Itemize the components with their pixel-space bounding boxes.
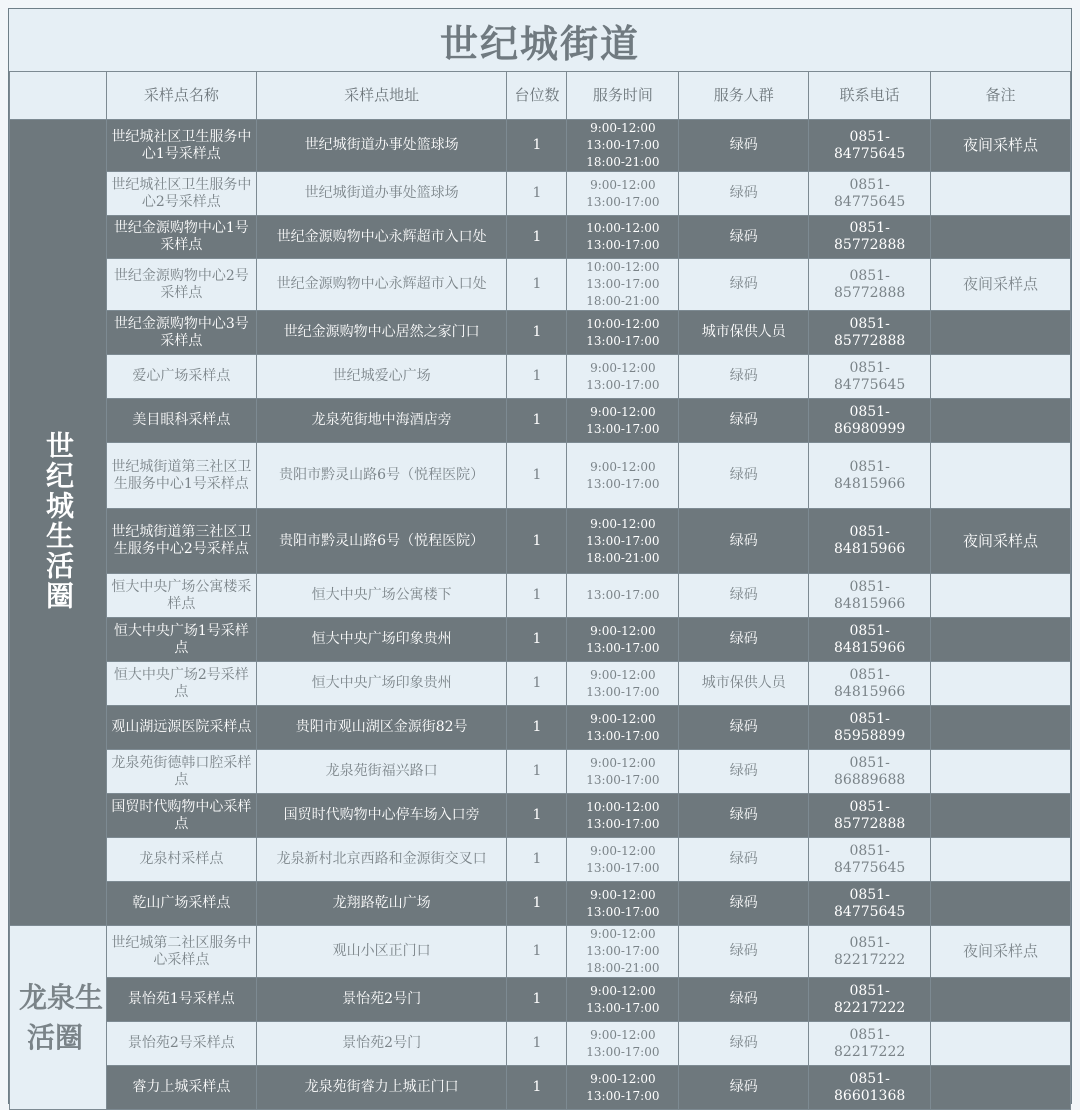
- contact-phone: [809, 355, 931, 399]
- phone-part: 84775645: [834, 193, 906, 210]
- station-count: 1: [507, 1022, 567, 1066]
- phone-part: 86980999: [834, 420, 906, 437]
- station-count: 1: [507, 172, 567, 216]
- sampling-table: [9, 71, 1071, 1110]
- time-slot: 9:00-12:00: [590, 711, 656, 726]
- station-count: 1: [507, 311, 567, 355]
- site-name: 恒大中央广场1号采样点: [106, 618, 256, 662]
- table-row: [10, 1022, 1071, 1066]
- site-address: 景怡苑2号门: [256, 1022, 507, 1066]
- contact-phone: [809, 750, 931, 794]
- service-group: 城市保供人员: [679, 311, 809, 355]
- time-slot: 18:00-21:00: [586, 550, 660, 565]
- remark: [931, 1022, 1071, 1066]
- phone-part: 85772888: [834, 815, 906, 832]
- phone-part: 0851-: [849, 220, 890, 236]
- region-name: 世纪城生活圈: [41, 431, 75, 611]
- time-slot: 13:00-17:00: [586, 860, 660, 875]
- remark: [931, 172, 1071, 216]
- phone-part: 84775645: [834, 145, 906, 162]
- time-slot: 10:00-12:00: [586, 221, 660, 235]
- time-slot: 13:00-17:00: [586, 772, 660, 787]
- service-group: 绿码: [679, 838, 809, 882]
- time-slot: 13:00-17:00: [586, 640, 660, 655]
- phone-part: 84775645: [834, 903, 906, 920]
- service-group: 绿码: [679, 443, 809, 509]
- table-row: [10, 259, 1071, 311]
- remark: [931, 838, 1071, 882]
- table-row: [10, 574, 1071, 618]
- time-slot: 9:00-12:00: [590, 516, 656, 531]
- station-count: 1: [507, 882, 567, 926]
- time-slot: 9:00-12:00: [590, 927, 656, 941]
- site-address: 龙泉苑街睿力上城正门口: [256, 1066, 507, 1110]
- service-group: 城市保供人员: [679, 662, 809, 706]
- time-slot: 10:00-12:00: [586, 799, 660, 814]
- contact-phone: [809, 926, 931, 978]
- table-row: [10, 399, 1071, 443]
- remark: [931, 443, 1071, 509]
- table-row: [10, 706, 1071, 750]
- time-slot: 10:00-12:00: [586, 316, 660, 331]
- site-address: 龙翔路乾山广场: [256, 882, 507, 926]
- remark: 夜间采样点: [931, 509, 1071, 574]
- time-slot: 18:00-21:00: [586, 155, 660, 169]
- site-name: 龙泉苑街德韩口腔采样点: [106, 750, 256, 794]
- site-name: 美目眼科采样点: [106, 399, 256, 443]
- phone-part: 0851-: [849, 798, 890, 815]
- phone-part: 85772888: [834, 284, 906, 301]
- station-count: 1: [507, 120, 567, 172]
- time-slot: 13:00-17:00: [586, 238, 660, 252]
- phone-part: 84815966: [834, 541, 906, 557]
- service-time: [567, 509, 679, 574]
- station-count: 1: [507, 443, 567, 509]
- phone-part: 0851-: [849, 176, 890, 193]
- phone-part: 0851-: [849, 982, 890, 999]
- site-address: 景怡苑2号门: [256, 978, 507, 1022]
- page-title: 世纪城街道: [439, 21, 640, 66]
- station-count: 1: [507, 259, 567, 311]
- time-slot: 9:00-12:00: [590, 843, 656, 858]
- region-name: 龙泉生活圈: [18, 980, 103, 1054]
- site-name: 世纪金源购物中心1号采样点: [106, 216, 256, 259]
- phone-part: 82217222: [834, 999, 906, 1016]
- site-name: 爱心广场采样点: [106, 355, 256, 399]
- site-address: 贵阳市黔灵山路6号（悦程医院）: [256, 509, 507, 574]
- service-group: 绿码: [679, 1066, 809, 1110]
- site-name: 世纪城社区卫生服务中心1号采样点: [106, 120, 256, 172]
- station-count: 1: [507, 838, 567, 882]
- site-address: 恒大中央广场印象贵州: [256, 662, 507, 706]
- time-slot: 13:00-17:00: [586, 277, 660, 291]
- service-group: 绿码: [679, 750, 809, 794]
- remark: 夜间采样点: [931, 120, 1071, 172]
- phone-part: 0851-: [849, 886, 890, 903]
- time-slot: 13:00-17:00: [586, 194, 660, 209]
- station-count: 1: [507, 509, 567, 574]
- service-group: 绿码: [679, 120, 809, 172]
- time-slot: 13:00-17:00: [586, 944, 660, 958]
- time-slot: 13:00-17:00: [586, 816, 660, 831]
- service-time: [567, 926, 679, 978]
- header-group: 服务人群: [679, 72, 809, 120]
- remark: [931, 882, 1071, 926]
- table-row: [10, 838, 1071, 882]
- site-address: 世纪城街道办事处篮球场: [256, 172, 507, 216]
- time-slot: 9:00-12:00: [590, 1027, 656, 1042]
- service-group: 绿码: [679, 259, 809, 311]
- phone-part: 0851-: [849, 754, 890, 771]
- region-label-shijicheng: [10, 120, 107, 926]
- phone-part: 0851-: [849, 934, 890, 951]
- site-name: 国贸时代购物中心采样点: [106, 794, 256, 838]
- site-address: 世纪城爱心广场: [256, 355, 507, 399]
- service-group: 绿码: [679, 978, 809, 1022]
- service-group: 绿码: [679, 794, 809, 838]
- table-row: [10, 978, 1071, 1022]
- contact-phone: [809, 120, 931, 172]
- phone-part: 84815966: [834, 475, 906, 492]
- contact-phone: [809, 509, 931, 574]
- contact-phone: [809, 882, 931, 926]
- station-count: 1: [507, 750, 567, 794]
- contact-phone: [809, 618, 931, 662]
- service-time: [567, 399, 679, 443]
- header-phone: 联系电话: [809, 72, 931, 120]
- phone-part: 0851-: [849, 403, 890, 420]
- site-name: 世纪金源购物中心2号采样点: [106, 259, 256, 311]
- service-time: [567, 120, 679, 172]
- phone-part: 0851-: [849, 842, 890, 859]
- site-name: 恒大中央广场公寓楼采样点: [106, 574, 256, 618]
- site-name: 景怡苑1号采样点: [106, 978, 256, 1022]
- header-name: 采样点名称: [106, 72, 256, 120]
- site-address: 龙泉苑街地中海酒店旁: [256, 399, 507, 443]
- station-count: 1: [507, 706, 567, 750]
- remark: [931, 794, 1071, 838]
- phone-part: 0851-: [849, 458, 890, 475]
- site-address: 国贸时代购物中心停车场入口旁: [256, 794, 507, 838]
- time-slot: 9:00-12:00: [590, 755, 656, 770]
- schedule-sheet: [8, 8, 1072, 1104]
- site-address: 贵阳市观山湖区金源街82号: [256, 706, 507, 750]
- contact-phone: [809, 978, 931, 1022]
- phone-part: 0851-: [849, 710, 890, 727]
- time-slot: 9:00-12:00: [590, 177, 656, 192]
- table-row: [10, 509, 1071, 574]
- table-body: [10, 120, 1071, 1110]
- contact-phone: [809, 259, 931, 311]
- site-name: 世纪金源购物中心3号采样点: [106, 311, 256, 355]
- service-time: [567, 978, 679, 1022]
- time-slot: 13:00-17:00: [586, 333, 660, 348]
- site-name: 睿力上城采样点: [106, 1066, 256, 1110]
- phone-part: 0851-: [849, 128, 890, 145]
- station-count: 1: [507, 574, 567, 618]
- time-slot: 13:00-17:00: [586, 421, 660, 436]
- table-row: [10, 443, 1071, 509]
- site-address: 观山小区正门口: [256, 926, 507, 978]
- remark: [931, 574, 1071, 618]
- phone-part: 0851-: [849, 359, 890, 376]
- contact-phone: [809, 662, 931, 706]
- table-row: [10, 355, 1071, 399]
- site-address: 龙泉苑街福兴路口: [256, 750, 507, 794]
- time-slot: 9:00-12:00: [590, 667, 656, 682]
- contact-phone: [809, 1022, 931, 1066]
- station-count: 1: [507, 794, 567, 838]
- service-time: [567, 706, 679, 750]
- time-slot: 13:00-17:00: [586, 138, 660, 152]
- table-row: [10, 882, 1071, 926]
- header-count: 台位数: [507, 72, 567, 120]
- service-time: [567, 618, 679, 662]
- remark: [931, 1066, 1071, 1110]
- table-row: [10, 172, 1071, 216]
- service-time: [567, 794, 679, 838]
- contact-phone: [809, 399, 931, 443]
- time-slot: 13:00-17:00: [586, 1088, 660, 1103]
- remark: [931, 618, 1071, 662]
- remark: [931, 355, 1071, 399]
- contact-phone: [809, 1066, 931, 1110]
- phone-part: 84815966: [834, 595, 906, 612]
- contact-phone: [809, 216, 931, 259]
- time-slot: 9:00-12:00: [590, 404, 656, 419]
- service-group: 绿码: [679, 574, 809, 618]
- contact-phone: [809, 794, 931, 838]
- site-name: 恒大中央广场2号采样点: [106, 662, 256, 706]
- remark: [931, 978, 1071, 1022]
- site-name: 乾山广场采样点: [106, 882, 256, 926]
- table-row: [10, 662, 1071, 706]
- title-bar: [9, 9, 1071, 72]
- service-time: [567, 838, 679, 882]
- time-slot: 13:00-17:00: [586, 728, 660, 743]
- table-row: [10, 311, 1071, 355]
- phone-part: 84775645: [834, 376, 906, 393]
- table-row: [10, 120, 1071, 172]
- service-time: [567, 259, 679, 311]
- site-name: 世纪城街道第三社区卫生服务中心2号采样点: [106, 509, 256, 574]
- station-count: 1: [507, 926, 567, 978]
- service-time: [567, 662, 679, 706]
- station-count: 1: [507, 399, 567, 443]
- service-group: 绿码: [679, 172, 809, 216]
- service-group: 绿码: [679, 706, 809, 750]
- site-address: 恒大中央广场印象贵州: [256, 618, 507, 662]
- site-address: 世纪金源购物中心居然之家门口: [256, 311, 507, 355]
- phone-part: 85958899: [834, 727, 906, 744]
- service-time: [567, 1022, 679, 1066]
- phone-part: 0851-: [849, 666, 890, 683]
- phone-part: 0851-: [849, 524, 890, 540]
- phone-part: 82217222: [834, 1043, 906, 1060]
- time-slot: 9:00-12:00: [590, 1071, 656, 1086]
- table-row: [10, 216, 1071, 259]
- contact-phone: [809, 443, 931, 509]
- phone-part: 84775645: [834, 859, 906, 876]
- phone-part: 82217222: [834, 951, 906, 968]
- remark: [931, 706, 1071, 750]
- station-count: 1: [507, 978, 567, 1022]
- service-group: 绿码: [679, 618, 809, 662]
- station-count: 1: [507, 1066, 567, 1110]
- remark: 夜间采样点: [931, 259, 1071, 311]
- remark: [931, 399, 1071, 443]
- service-time: [567, 172, 679, 216]
- phone-part: 0851-: [849, 622, 890, 639]
- time-slot: 13:00-17:00: [586, 377, 660, 392]
- service-group: 绿码: [679, 355, 809, 399]
- site-name: 世纪城街道第三社区卫生服务中心1号采样点: [106, 443, 256, 509]
- time-slot: 9:00-12:00: [590, 360, 656, 375]
- service-time: [567, 750, 679, 794]
- service-time: [567, 1066, 679, 1110]
- region-header-blank: [10, 72, 107, 120]
- region-label-longquan: [10, 926, 107, 1110]
- table-row: [10, 926, 1071, 978]
- site-address: 龙泉新村北京西路和金源街交叉口: [256, 838, 507, 882]
- service-group: 绿码: [679, 926, 809, 978]
- contact-phone: [809, 706, 931, 750]
- site-name: 世纪城社区卫生服务中心2号采样点: [106, 172, 256, 216]
- remark: [931, 311, 1071, 355]
- table-row: [10, 794, 1071, 838]
- site-address: 贵阳市黔灵山路6号（悦程医院）: [256, 443, 507, 509]
- table-row: [10, 618, 1071, 662]
- header-row: [10, 72, 1071, 120]
- phone-part: 0851-: [849, 267, 890, 284]
- site-address: 世纪金源购物中心永辉超市入口处: [256, 259, 507, 311]
- phone-part: 85772888: [834, 332, 906, 349]
- remark: [931, 750, 1071, 794]
- contact-phone: [809, 838, 931, 882]
- contact-phone: [809, 574, 931, 618]
- time-slot: 13:00-17:00: [586, 1044, 660, 1059]
- phone-part: 84815966: [834, 683, 906, 700]
- time-slot: 9:00-12:00: [590, 887, 656, 902]
- time-slot: 9:00-12:00: [590, 623, 656, 638]
- station-count: 1: [507, 355, 567, 399]
- phone-part: 86601368: [834, 1087, 906, 1104]
- service-group: 绿码: [679, 1022, 809, 1066]
- remark: [931, 662, 1071, 706]
- station-count: 1: [507, 662, 567, 706]
- contact-phone: [809, 172, 931, 216]
- time-slot: 13:00-17:00: [586, 904, 660, 919]
- time-slot: 10:00-12:00: [586, 260, 660, 274]
- site-name: 观山湖远源医院采样点: [106, 706, 256, 750]
- site-address: 世纪金源购物中心永辉超市入口处: [256, 216, 507, 259]
- time-slot: 18:00-21:00: [586, 961, 660, 975]
- remark: 夜间采样点: [931, 926, 1071, 978]
- time-slot: 13:00-17:00: [586, 533, 660, 548]
- phone-part: 86889688: [834, 771, 906, 788]
- service-time: [567, 355, 679, 399]
- contact-phone: [809, 311, 931, 355]
- service-group: 绿码: [679, 509, 809, 574]
- phone-part: 85772888: [834, 237, 906, 253]
- service-time: [567, 311, 679, 355]
- service-group: 绿码: [679, 882, 809, 926]
- table-row: [10, 750, 1071, 794]
- time-slot: 9:00-12:00: [590, 459, 656, 474]
- site-address: 世纪城街道办事处篮球场: [256, 120, 507, 172]
- phone-part: 0851-: [849, 1026, 890, 1043]
- service-group: 绿码: [679, 399, 809, 443]
- service-time: [567, 216, 679, 259]
- site-name: 景怡苑2号采样点: [106, 1022, 256, 1066]
- service-time: [567, 574, 679, 618]
- station-count: 1: [507, 618, 567, 662]
- phone-part: 0851-: [849, 1070, 890, 1087]
- remark: [931, 216, 1071, 259]
- phone-part: 0851-: [849, 578, 890, 595]
- time-slot: 13:00-17:00: [586, 588, 660, 602]
- header-time: 服务时间: [567, 72, 679, 120]
- header-note: 备注: [931, 72, 1071, 120]
- time-slot: 13:00-17:00: [586, 684, 660, 699]
- header-address: 采样点地址: [256, 72, 507, 120]
- phone-part: 84815966: [834, 639, 906, 656]
- time-slot: 9:00-12:00: [590, 983, 656, 998]
- table-row: [10, 1066, 1071, 1110]
- time-slot: 9:00-12:00: [590, 121, 656, 135]
- service-group: 绿码: [679, 216, 809, 259]
- service-time: [567, 443, 679, 509]
- service-time: [567, 882, 679, 926]
- site-name: 世纪城第二社区服务中心采样点: [106, 926, 256, 978]
- time-slot: 18:00-21:00: [586, 294, 660, 308]
- time-slot: 13:00-17:00: [586, 1000, 660, 1015]
- site-address: 恒大中央广场公寓楼下: [256, 574, 507, 618]
- station-count: 1: [507, 216, 567, 259]
- phone-part: 0851-: [849, 315, 890, 332]
- site-name: 龙泉村采样点: [106, 838, 256, 882]
- time-slot: 13:00-17:00: [586, 476, 660, 491]
